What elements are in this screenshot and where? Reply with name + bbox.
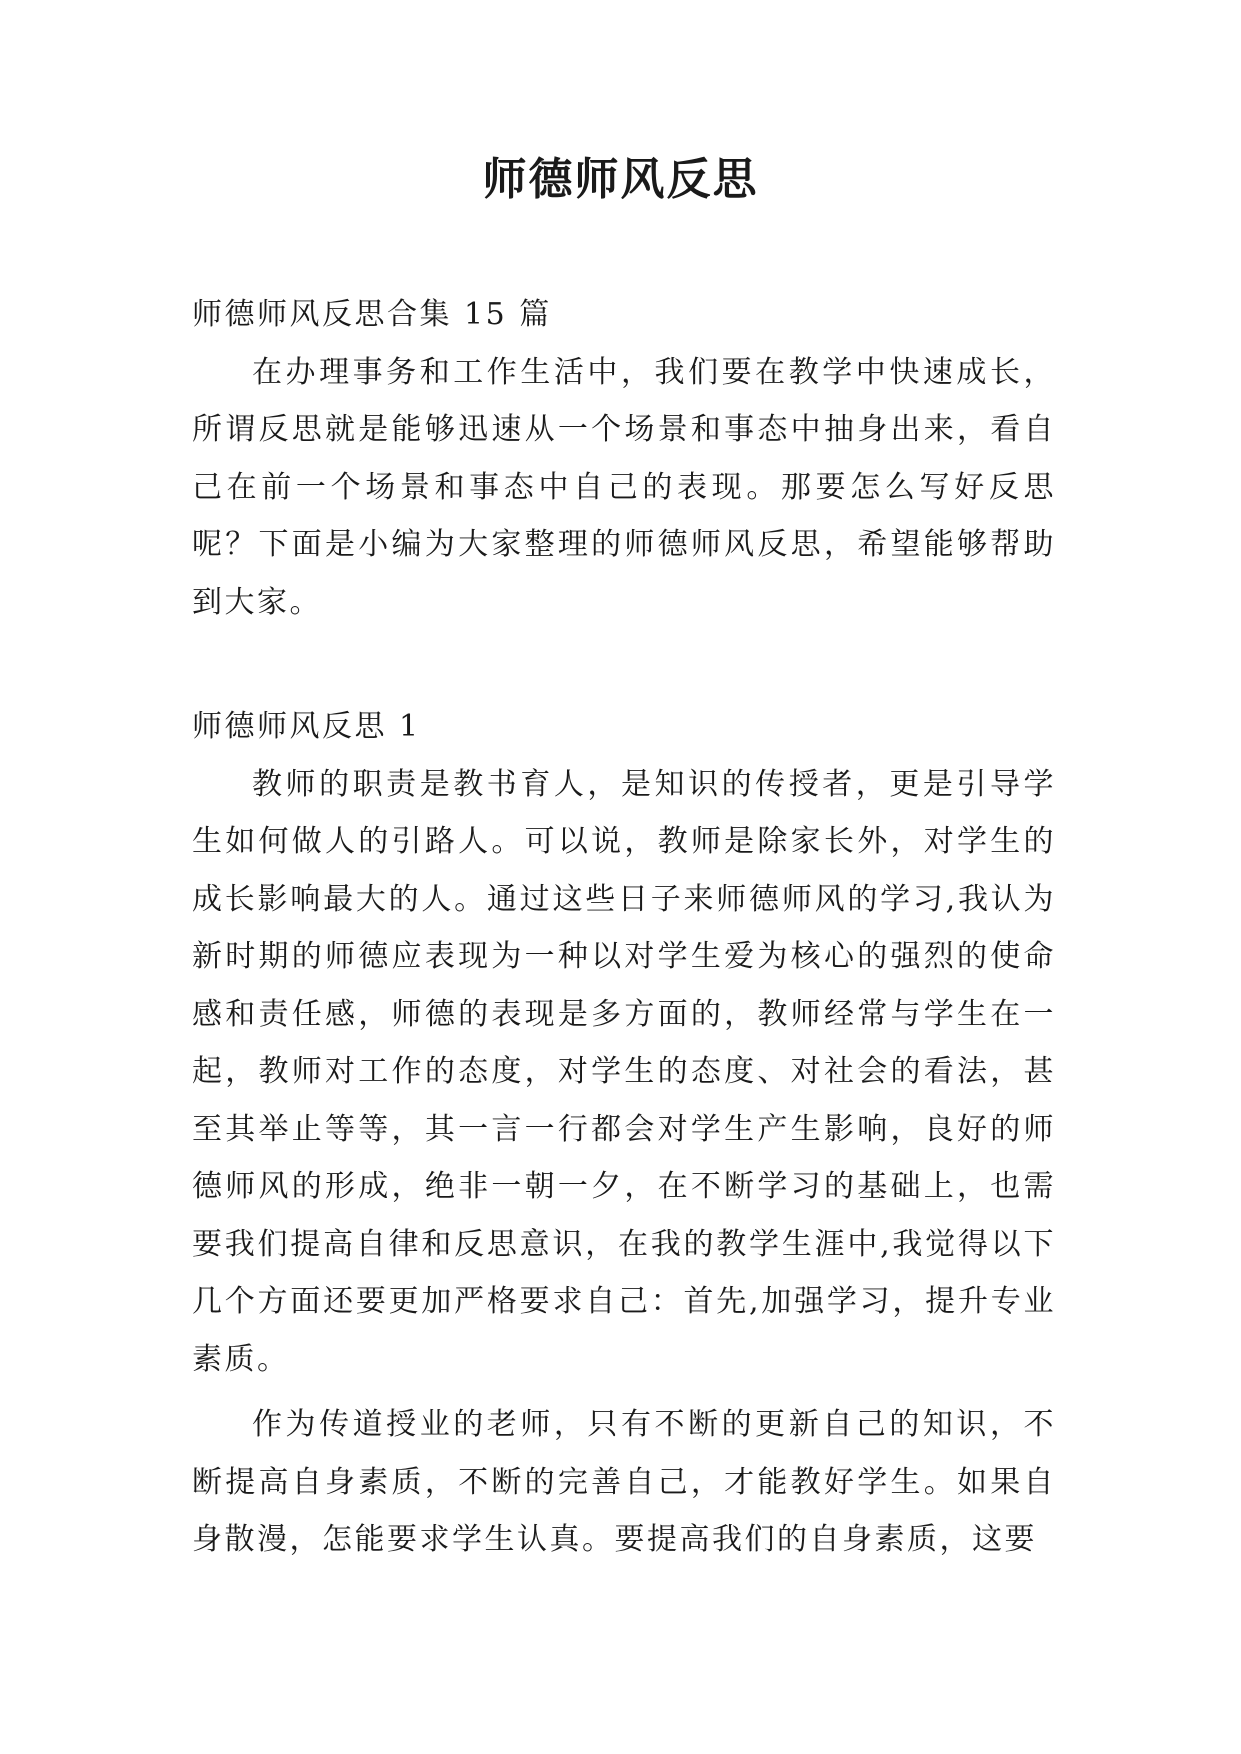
section-1-paragraph-1: 教师的职责是教书育人，是知识的传授者，更是引导学生如何做人的引路人。可以说，教师是除家长外，对学生的成长影响最大的人。通过这些日子来师德师风的学习,我认为新时期的师德应表现为一种以对学生爱为核心的强烈的使命感和责任感，师德的表现是多方面的，教师经常与学生在一起，教师对工作的态度，对学生的态度、对社会的看法，甚至其举止等等，其一言一行都会对学生产生影响，良好的师德师风的形成，绝非一朝一夕，在不断学习的基础上，也需要我们提高自律和反思意识，在我的教学生涯中,我觉得以下几个方面还要更加严格要求自己：首先,加强学习，提升专业素质。	[192, 766, 1056, 1377]
section-1-paragraph-2: 作为传道授业的老师，只有不断的更新自己的知识，不断提高自身素质，不断的完善自己，才能教好学生。如果自身散漫，怎能要求学生认真。要提高我们的自身素质，这要	[192, 1407, 1056, 1557]
paragraph-spacer	[192, 1388, 1056, 1396]
collection-subtitle: 师德师风反思合集 15 篇	[192, 297, 552, 332]
section-heading-1: 师德师风反思 1	[192, 709, 421, 744]
section-spacer	[192, 631, 1056, 698]
document-title: 师德师风反思	[482, 154, 759, 205]
intro-paragraph: 在办理事务和工作生活中，我们要在教学中快速成长，所谓反思就是能够迅速从一个场景和事态中抽身出来，看自己在前一个场景和事态中自己的表现。那要怎么写好反思呢？下面是小编为大家整理的师德师风反思，希望能够帮助到大家。	[192, 354, 1056, 620]
document-body	[192, 286, 1056, 1569]
